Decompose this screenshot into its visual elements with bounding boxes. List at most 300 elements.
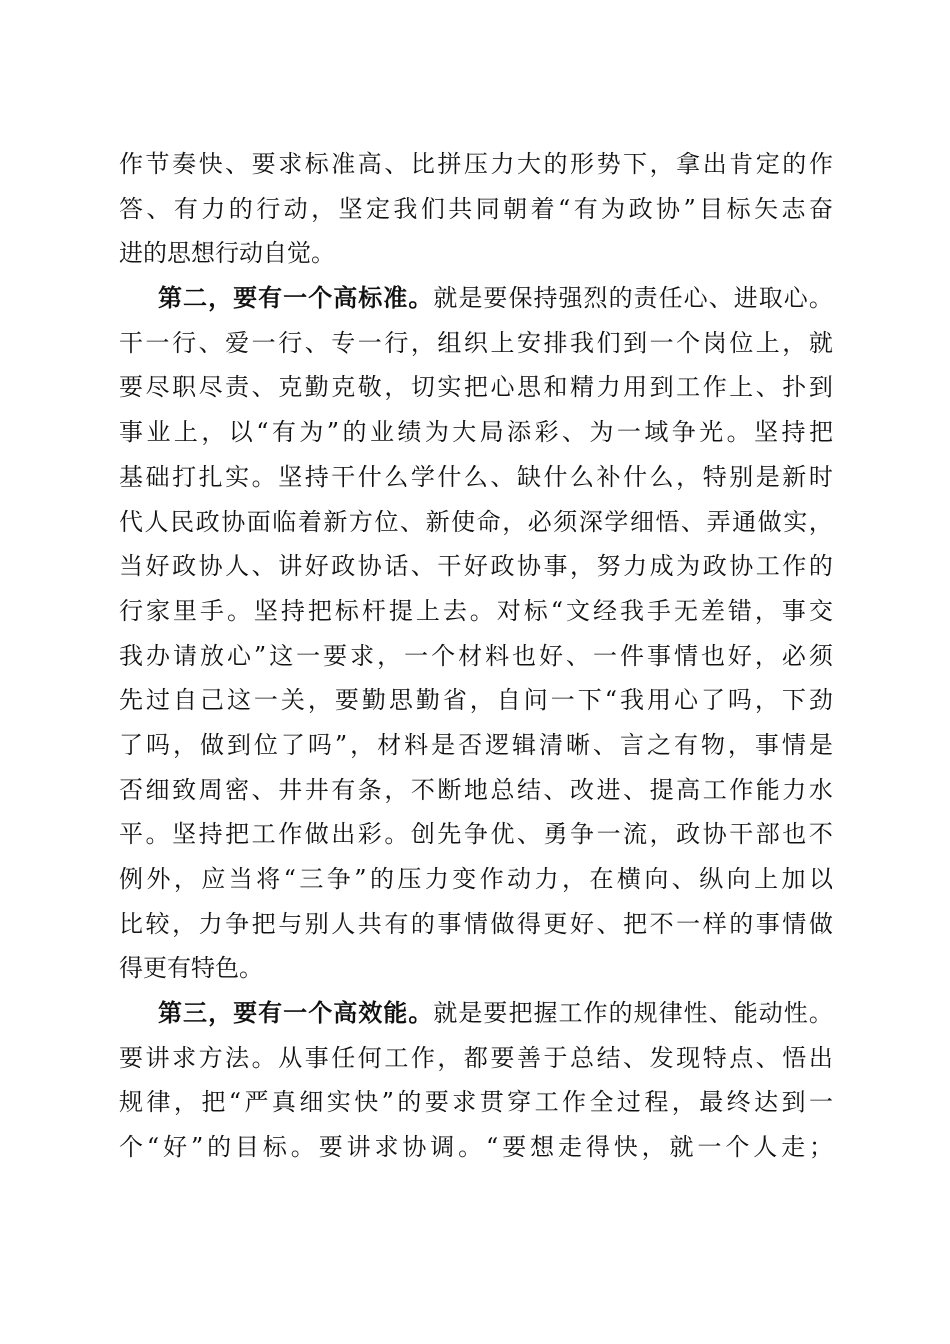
text-char: 什 xyxy=(543,462,568,491)
text-char: 出 xyxy=(331,820,356,849)
text-char: 政 xyxy=(490,552,515,581)
text-char: 过 xyxy=(145,686,170,715)
text-char: 材 xyxy=(377,730,402,759)
text-char: 缺 xyxy=(516,462,541,491)
text-char: 学 xyxy=(410,462,435,491)
text-char: 、 xyxy=(410,552,435,581)
text-line xyxy=(119,1080,833,1125)
text-char: 于 xyxy=(543,1043,568,1072)
text-char: 。 xyxy=(311,239,335,268)
text-char: 取 xyxy=(758,284,783,313)
text-line xyxy=(119,544,833,589)
text-char: 要 xyxy=(334,686,359,715)
text-char: 创 xyxy=(410,820,435,849)
text-char: 岗 xyxy=(702,328,727,357)
text-char: 料 xyxy=(485,641,510,670)
text-char: 的 xyxy=(608,999,633,1028)
text-char: 同 xyxy=(475,194,500,223)
text-char: 。 xyxy=(251,462,276,491)
text-char: 时 xyxy=(808,462,833,491)
text-char: 上 xyxy=(415,596,440,625)
text-char: 不 xyxy=(808,820,833,849)
text-char: 好 xyxy=(304,552,329,581)
text-char: 烈 xyxy=(583,284,608,313)
text-char: 为 xyxy=(299,418,324,447)
text-char: 安 xyxy=(516,328,541,357)
text-char: 讲 xyxy=(278,552,303,581)
text-char: 做 xyxy=(757,507,782,536)
text-char: 出 xyxy=(702,150,727,178)
text-char: 作 xyxy=(782,552,807,581)
text-char: 扑 xyxy=(782,373,807,402)
text-char: 更 xyxy=(543,909,568,938)
text-char: 过 xyxy=(616,1088,641,1117)
text-char: 终 xyxy=(726,1088,751,1117)
text-char: 持 xyxy=(781,418,806,447)
text-char: ， xyxy=(570,552,595,581)
text-char: 标 xyxy=(334,596,359,625)
text-char: ， xyxy=(173,1088,198,1117)
text-char: 定 xyxy=(365,194,390,223)
text-char: 得 xyxy=(585,1133,610,1162)
text-char: ， xyxy=(754,596,779,625)
text-char: 了 xyxy=(280,730,305,759)
text-char: 一 xyxy=(145,328,170,357)
text-char: 。 xyxy=(384,820,409,849)
text-line xyxy=(119,812,833,857)
text-char: 到 xyxy=(781,1088,806,1117)
text-char: 言 xyxy=(619,730,644,759)
text-char: 动 xyxy=(507,865,532,893)
text-char: 优 xyxy=(490,820,515,849)
text-line xyxy=(119,902,833,947)
text-char: 是 xyxy=(458,284,483,313)
text-line xyxy=(119,410,833,455)
text-char: 把 xyxy=(508,999,533,1028)
text-char: ， xyxy=(502,507,527,536)
text-char: 流 xyxy=(623,820,648,849)
text-char: 持 xyxy=(533,284,558,313)
text-char: 、 xyxy=(146,194,171,223)
text-char: 密 xyxy=(225,775,250,804)
text-char: 、 xyxy=(251,552,276,581)
text-char: 有 xyxy=(167,954,191,983)
text-char: “ xyxy=(604,686,617,715)
text-char: 协 xyxy=(702,820,727,849)
text-char: ， xyxy=(649,150,674,178)
text-char: 为 xyxy=(424,418,449,447)
heading-char: 。 xyxy=(408,998,433,1028)
text-char: 交 xyxy=(808,596,833,625)
text-char: ， xyxy=(562,865,586,893)
text-char: 件 xyxy=(619,641,644,670)
text-char: 、 xyxy=(384,150,409,178)
text-char: 实 xyxy=(437,373,462,402)
text-char: 干 xyxy=(729,820,754,849)
text-line xyxy=(119,231,833,276)
text-char: 手 xyxy=(646,596,671,625)
text-char: 人 xyxy=(331,909,356,938)
text-char: 方 xyxy=(198,1043,223,1072)
text-char: 作 xyxy=(808,150,833,178)
text-char: 有 xyxy=(173,194,198,223)
text-char: ” xyxy=(354,865,367,893)
text-char: 律 xyxy=(146,1088,171,1117)
text-char: 基 xyxy=(119,462,143,491)
text-char: 情 xyxy=(781,730,806,759)
text-char: 性 xyxy=(683,999,708,1028)
text-char: ， xyxy=(377,641,402,670)
text-char: ， xyxy=(384,775,409,804)
text-char: 外 xyxy=(146,865,171,893)
text-char: 工 xyxy=(558,999,583,1028)
text-char: 新 xyxy=(323,507,348,536)
text-char: 请 xyxy=(172,641,197,670)
text-char: 快 xyxy=(198,150,223,178)
text-char: 井 xyxy=(278,775,303,804)
text-line xyxy=(119,678,833,723)
text-char: 思 xyxy=(516,373,541,402)
text-char: ” xyxy=(253,641,267,670)
text-char: 作 xyxy=(729,775,754,804)
text-char: ， xyxy=(307,686,332,715)
text-char: 为 xyxy=(601,194,626,223)
text-char: 真 xyxy=(271,1088,296,1117)
text-char: 讲 xyxy=(346,1133,371,1162)
text-char: 走 xyxy=(781,1133,806,1162)
text-char: 别 xyxy=(729,462,754,491)
text-char: 、 xyxy=(708,999,733,1028)
body-text xyxy=(119,142,833,1170)
text-char: 得 xyxy=(119,954,143,983)
text-char: 有 xyxy=(271,418,296,447)
text-char: 切 xyxy=(410,373,435,402)
text-char: 把 xyxy=(808,418,833,447)
text-char: 们 xyxy=(420,194,445,223)
text-char: 要 xyxy=(318,1133,343,1162)
text-char: 、 xyxy=(251,775,276,804)
text-char: 心 xyxy=(673,686,698,715)
text-line xyxy=(119,589,833,634)
text-char: 个 xyxy=(676,328,701,357)
text-char: 从 xyxy=(278,1043,303,1072)
text-char: 求 xyxy=(278,150,303,178)
text-char: 形 xyxy=(570,150,595,178)
text-char: 一 xyxy=(251,328,276,357)
text-char: 争 xyxy=(570,820,595,849)
text-char: 一 xyxy=(616,418,641,447)
text-char: ， xyxy=(754,641,779,670)
text-char: 么 xyxy=(570,462,595,491)
text-char: 要 xyxy=(483,999,508,1028)
text-char: 特 xyxy=(191,954,215,983)
text-char: ， xyxy=(350,730,375,759)
text-char: 快 xyxy=(613,1133,638,1162)
text-char: 工 xyxy=(702,775,727,804)
text-char: 有 xyxy=(673,730,698,759)
heading-char: 二 xyxy=(183,283,208,313)
text-char: ， xyxy=(469,686,494,715)
text-char: 穿 xyxy=(507,1088,532,1117)
text-char: 为 xyxy=(676,552,701,581)
text-char: 共 xyxy=(357,909,382,938)
text-char: 要 xyxy=(323,641,348,670)
text-char: 应 xyxy=(201,865,226,893)
text-char: ， xyxy=(782,328,807,357)
text-char: 心 xyxy=(490,373,515,402)
text-char: 否 xyxy=(119,775,143,804)
text-char: 坚 xyxy=(172,820,197,849)
text-char: 无 xyxy=(673,596,698,625)
text-char: 的 xyxy=(397,1088,422,1117)
text-char: 心 xyxy=(783,284,808,313)
text-char: 要 xyxy=(490,1043,515,1072)
text-char: 目 xyxy=(235,1133,260,1162)
text-char: 想 xyxy=(191,239,215,268)
text-char: ” xyxy=(683,194,696,223)
text-char: 定 xyxy=(755,150,780,178)
text-char: 善 xyxy=(516,1043,541,1072)
text-char: 必 xyxy=(527,507,552,536)
text-char: 一 xyxy=(357,328,382,357)
text-line xyxy=(119,1036,833,1081)
text-char: 把 xyxy=(225,820,250,849)
text-char: 上 xyxy=(729,373,754,402)
text-char: 最 xyxy=(699,1088,724,1117)
text-char: 协 xyxy=(729,552,754,581)
text-char: 握 xyxy=(533,999,558,1028)
text-char: 须 xyxy=(553,507,578,536)
text-char: 下 xyxy=(623,150,648,178)
text-char: 放 xyxy=(199,641,224,670)
text-char: 排 xyxy=(543,328,568,357)
text-char: 克 xyxy=(331,373,356,402)
text-char: ， xyxy=(172,730,197,759)
text-char: 勤 xyxy=(304,373,329,402)
text-char: 得 xyxy=(516,909,541,938)
text-char: ， xyxy=(311,194,336,223)
text-char: 工 xyxy=(755,552,780,581)
text-char: 就 xyxy=(669,1133,694,1162)
text-char: 悟 xyxy=(782,1043,807,1072)
text-char: 、 xyxy=(755,1043,780,1072)
text-char: 总 xyxy=(570,1043,595,1072)
text-char: ” xyxy=(334,730,348,759)
text-char: 手 xyxy=(199,596,224,625)
text-char: 用 xyxy=(646,686,671,715)
text-char: 思 xyxy=(167,239,191,268)
text-char: 部 xyxy=(755,820,780,849)
text-char: 严 xyxy=(244,1088,269,1117)
text-char: 要 xyxy=(119,1043,143,1072)
heading-char: 一 xyxy=(283,998,308,1028)
text-char: 克 xyxy=(278,373,303,402)
text-char: 为 xyxy=(589,418,614,447)
text-char: 平 xyxy=(119,820,143,849)
text-char: 事 xyxy=(304,1043,329,1072)
text-char: 不 xyxy=(649,909,674,938)
text-char: 这 xyxy=(269,641,294,670)
text-char: ， xyxy=(384,373,409,402)
text-char: 之 xyxy=(646,730,671,759)
text-char: 要 xyxy=(251,150,276,178)
text-char: 事 xyxy=(646,641,671,670)
text-char: 也 xyxy=(512,641,537,670)
text-char: 一 xyxy=(253,686,278,715)
text-char: “ xyxy=(256,418,269,447)
text-char: 标 xyxy=(304,150,329,178)
text-char: 变 xyxy=(452,865,477,893)
text-char: 求 xyxy=(350,641,375,670)
text-char: 好 xyxy=(539,641,564,670)
text-char: 作 xyxy=(702,373,727,402)
text-char: 现 xyxy=(676,1043,701,1072)
text-line xyxy=(119,365,833,410)
text-char: 争 xyxy=(463,820,488,849)
text-char: “ xyxy=(550,596,564,625)
text-char: “ xyxy=(283,865,296,893)
text-char: 以 xyxy=(228,418,253,447)
text-char: 我 xyxy=(570,328,595,357)
text-char: 做 xyxy=(199,730,224,759)
text-char: 能 xyxy=(755,775,780,804)
heading-char: 能 xyxy=(383,998,408,1028)
text-char: 行 xyxy=(278,328,303,357)
text-char: 走 xyxy=(557,1133,582,1162)
text-char: 人 xyxy=(225,552,250,581)
text-char: ， xyxy=(201,418,226,447)
text-char: 作 xyxy=(119,150,143,178)
text-char: 纵 xyxy=(699,865,724,893)
text-char: 也 xyxy=(782,820,807,849)
heading-char: 效 xyxy=(358,998,383,1028)
text-char: 做 xyxy=(808,909,833,938)
text-char: 工 xyxy=(384,1043,409,1072)
heading-char: 第 xyxy=(158,283,182,313)
text-char: 勤 xyxy=(415,686,440,715)
text-char: 一 xyxy=(808,1088,833,1117)
text-char: 断 xyxy=(437,775,462,804)
text-char: 是 xyxy=(458,999,483,1028)
text-char: 要 xyxy=(502,1133,527,1162)
text-char: 必 xyxy=(781,641,806,670)
text-char: 就 xyxy=(433,284,458,313)
text-char: 使 xyxy=(451,507,476,536)
text-char: 、 xyxy=(516,820,541,849)
text-char: ， xyxy=(172,909,197,938)
heading-char: 高 xyxy=(333,998,358,1028)
text-char: 吗 xyxy=(307,730,332,759)
text-char: 的 xyxy=(143,239,167,268)
text-char: 作 xyxy=(562,1088,586,1117)
text-char: 水 xyxy=(808,775,833,804)
text-char: 清 xyxy=(539,730,564,759)
text-char: 成 xyxy=(649,552,674,581)
text-char: 达 xyxy=(754,1088,779,1117)
text-char: 、 xyxy=(304,328,329,357)
text-char: 程 xyxy=(644,1088,669,1117)
text-char: 争 xyxy=(671,418,696,447)
text-char: 光 xyxy=(699,418,724,447)
text-char: 工 xyxy=(251,820,276,849)
text-char: 自 xyxy=(172,686,197,715)
text-char: 规 xyxy=(633,999,658,1028)
text-line xyxy=(119,276,833,321)
text-char: 持 xyxy=(280,596,305,625)
text-char: 办 xyxy=(145,641,170,670)
text-char: 细 xyxy=(145,775,170,804)
text-char: 什 xyxy=(437,462,462,491)
text-char: 的 xyxy=(729,909,754,938)
text-char: 的 xyxy=(808,552,833,581)
text-char: 政 xyxy=(676,820,701,849)
text-line xyxy=(119,1125,833,1170)
text-char: 一 xyxy=(593,641,617,670)
text-char: 拿 xyxy=(676,150,701,178)
text-char: 动 xyxy=(283,194,308,223)
heading-char: ， xyxy=(208,998,233,1028)
heading-char: 标 xyxy=(358,283,383,313)
text-char: 有 xyxy=(384,909,409,938)
text-char: 我 xyxy=(393,194,418,223)
text-char: 三 xyxy=(299,865,324,893)
text-char: 一 xyxy=(649,328,674,357)
text-char: 里 xyxy=(172,596,197,625)
text-char: “ xyxy=(558,194,571,223)
text-char: 爱 xyxy=(225,328,250,357)
text-char: 方 xyxy=(348,507,373,536)
text-char: 局 xyxy=(479,418,504,447)
text-char: 情 xyxy=(463,909,488,938)
text-char: 我 xyxy=(119,641,143,670)
text-char: 目 xyxy=(699,194,724,223)
text-char: 高 xyxy=(676,775,701,804)
text-char: 。 xyxy=(251,1043,276,1072)
text-char: 贯 xyxy=(479,1088,504,1117)
text-char: 政 xyxy=(331,552,356,581)
text-char: 色 xyxy=(215,954,239,983)
text-char: 坚 xyxy=(253,596,278,625)
text-char: 着 xyxy=(297,507,322,536)
text-char: 出 xyxy=(808,1043,833,1072)
text-char: 行 xyxy=(215,239,239,268)
text-char: 省 xyxy=(442,686,467,715)
text-char: 文 xyxy=(566,596,591,625)
text-char: ， xyxy=(641,1133,666,1162)
text-char: 添 xyxy=(507,418,532,447)
text-char: 全 xyxy=(589,1088,614,1117)
text-char: 好 xyxy=(570,909,595,938)
text-char: 也 xyxy=(700,641,725,670)
text-char: 力 xyxy=(623,552,648,581)
heading-char: 。 xyxy=(408,283,433,313)
text-line xyxy=(119,455,833,500)
text-char: 干 xyxy=(437,552,462,581)
text-char: 准 xyxy=(331,150,356,178)
text-char: 是 xyxy=(755,462,780,491)
text-char: 干 xyxy=(331,462,356,491)
text-char: 持 xyxy=(198,820,223,849)
text-char: 补 xyxy=(596,462,621,491)
text-char: 将 xyxy=(256,865,281,893)
text-char: 与 xyxy=(278,909,303,938)
text-char: 别 xyxy=(304,909,329,938)
text-char: 人 xyxy=(144,507,169,536)
text-char: 劲 xyxy=(808,686,833,715)
text-char: 什 xyxy=(623,462,648,491)
text-char: 个 xyxy=(725,1133,750,1162)
text-char: 任 xyxy=(331,1043,356,1072)
